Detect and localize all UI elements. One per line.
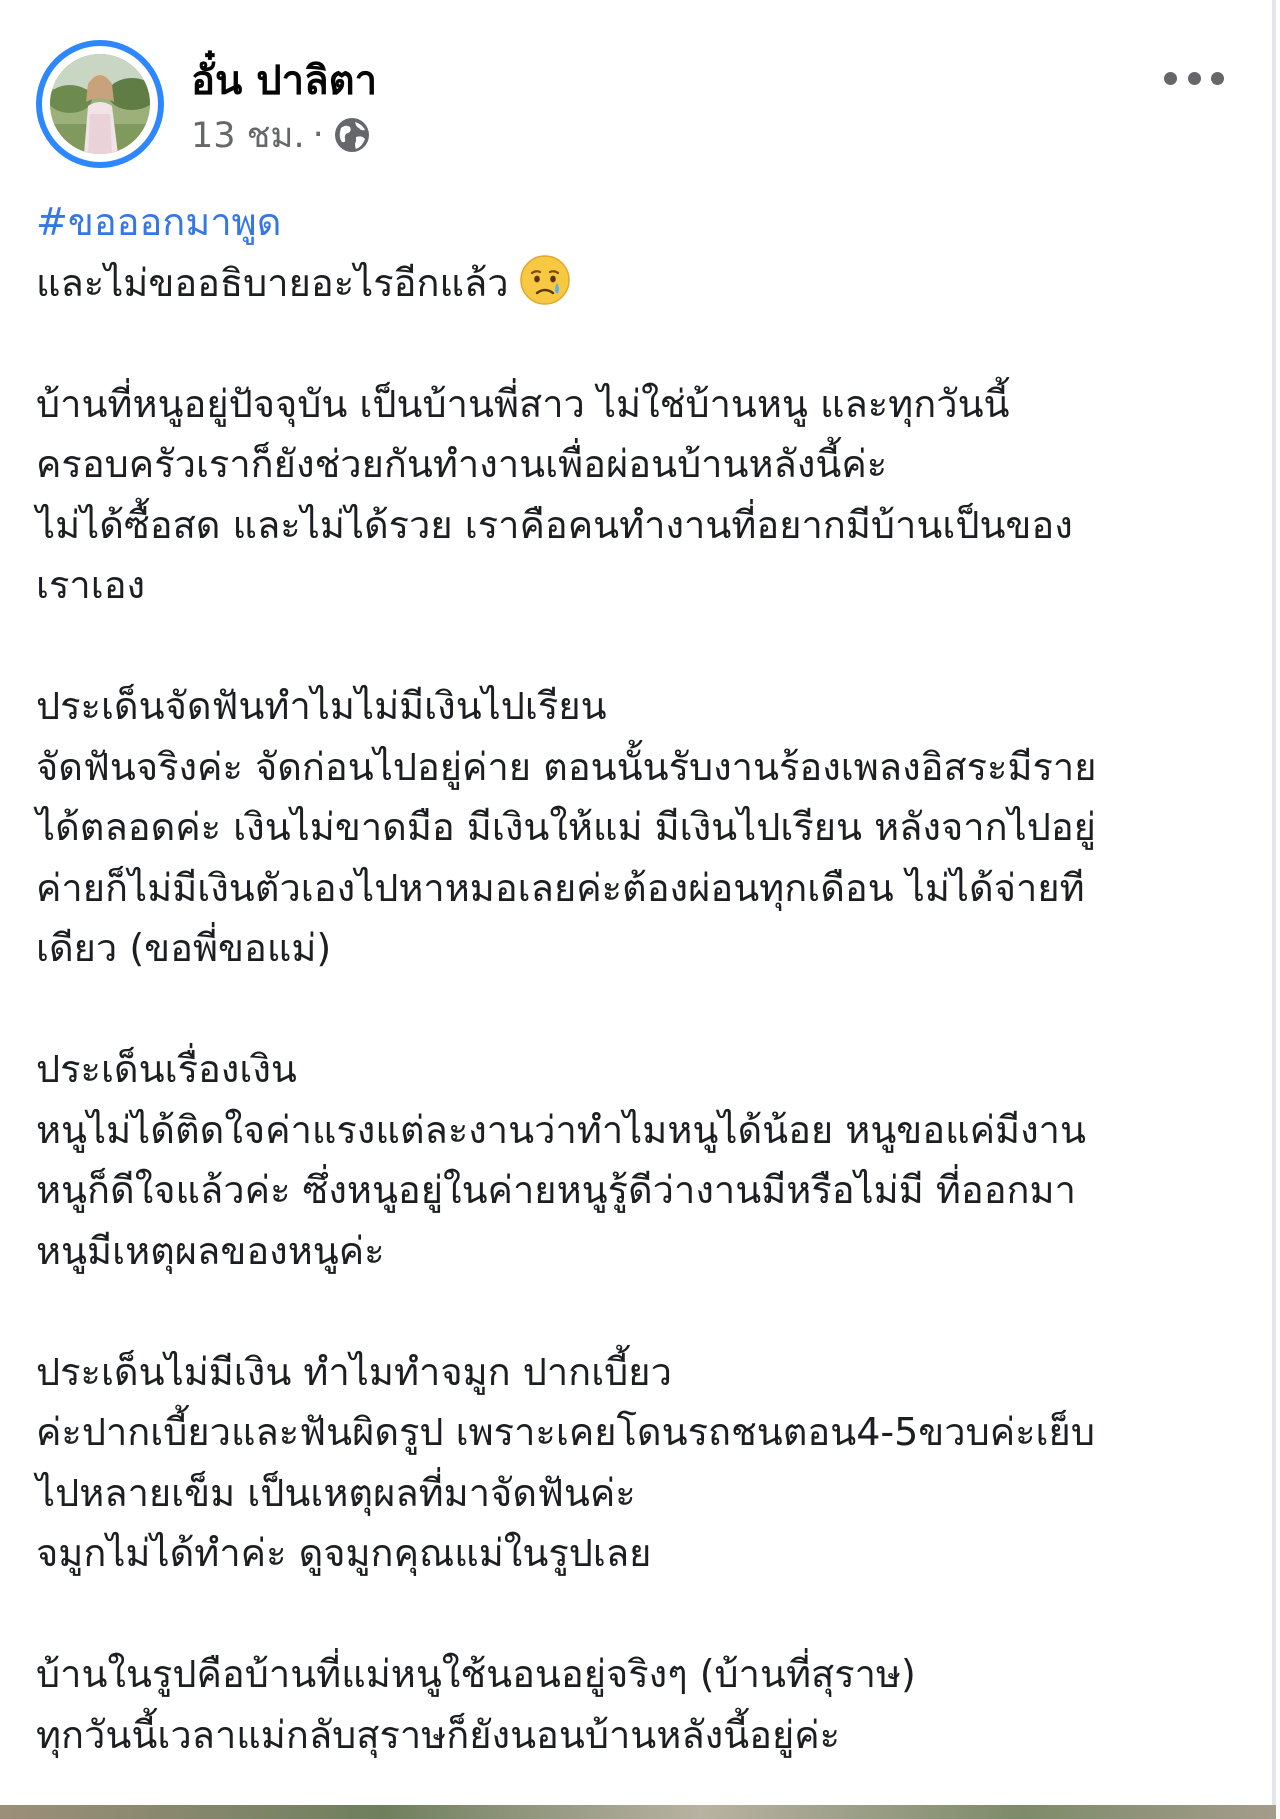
post-line	[36, 616, 1236, 677]
post-line	[36, 253, 1236, 314]
crying-face-icon	[519, 254, 571, 306]
more-options-button[interactable]	[1164, 60, 1224, 96]
post-line: ค่ายก็ไม่มีเงินตัวเองไปหาหมอเลยค่ะต้องผ่อนทุกเดือน ไม่ได้จ่ายที	[36, 865, 1085, 910]
post-line	[36, 1281, 1236, 1342]
more-dot-icon	[1211, 72, 1224, 85]
more-dot-icon	[1188, 72, 1201, 85]
post-line: หนูมีเหตุผลของหนูค่ะ	[36, 1228, 385, 1273]
avatar-image	[50, 54, 150, 154]
post-line: หนูก็ดีใจแล้วค่ะ ซึ่งหนูอยู่ในค่ายหนูรู้ดีว่างานมีหรือไม่มี ที่ออกมา	[36, 1168, 1076, 1212]
post-line: เราเอง	[36, 563, 146, 607]
post-line: ครอบครัวเราก็ยังช่วยกันทำงานเพื่อผ่อนบ้านหลังนี้ค่ะ	[36, 442, 888, 486]
more-dot-icon	[1164, 72, 1177, 85]
post-line: ประเด็นจัดฟันทำไมไม่มีเงินไปเรียน	[36, 684, 607, 728]
post-line: หนูไม่ได้ติดใจค่าแรงแต่ละงานว่าทำไมหนูได้น้อย หนูขอแค่มีงาน	[36, 1107, 1086, 1152]
post-meta	[191, 112, 372, 158]
hashtag-link[interactable]: #ขอออกมาพูด	[36, 200, 282, 244]
avatar-photo	[50, 54, 150, 154]
post-line: บ้านที่หนูอยู่ปัจจุบัน เป็นบ้านพี่สาว ไม่ใช่บ้านหนู และทุกวันนี้	[36, 381, 1010, 426]
post-text: และไม่ขออธิบายอะไรอีกแล้ว	[36, 260, 509, 305]
post-line: ประเด็นไม่มีเงิน ทำไมทำจมูก ปากเบี้ยว	[36, 1349, 672, 1394]
post-image-preview[interactable]	[0, 1805, 1276, 1819]
post-line: ได้ตลอดค่ะ เงินไม่ขาดมือ มีเงินให้แม่ มีเงินไปเรียน หลังจากไปอยู่	[36, 805, 1096, 849]
post-timestamp[interactable]: 13 ชม.	[191, 115, 305, 156]
post-line: ไม่ได้ซื้อสด และไม่ได้รวย เราคือคนทำงานที่อยากมีบ้านเป็นของ	[36, 502, 1073, 547]
post-line	[36, 979, 1236, 1040]
post-line: ไปหลายเข็ม เป็นเหตุผลที่มาจัดฟันค่ะ	[36, 1470, 636, 1515]
post-line: ทุกวันนี้เวลาแม่กลับสุราษก็ยังนอนบ้านหลังนี้อยู่ค่ะ	[36, 1712, 841, 1757]
post-line: ประเด็นเรื่องเงิน	[36, 1047, 297, 1091]
avatar[interactable]	[36, 40, 164, 168]
post-header	[36, 40, 1236, 170]
post-line	[36, 1584, 1236, 1645]
post-body	[36, 192, 1236, 1765]
meta-separator: ·	[312, 115, 324, 155]
post-line: จัดฟันจริงค่ะ จัดก่อนไปอยู่ค่าย ตอนนั้นรับงานร้องเพลงอิสระมีราย	[36, 744, 1097, 789]
post-line	[36, 313, 1236, 374]
author-name[interactable]: อั๋น ปาลิตา	[191, 58, 378, 104]
post-line: จมูกไม่ได้ทำค่ะ ดูจมูกคุณแม่ในรูปเลย	[36, 1531, 652, 1575]
hashtag-line	[36, 192, 1236, 253]
post-line: บ้านในรูปคือบ้านที่แม่หนูใช้นอนอยู่จริงๆ (บ้านที่สุราษ)	[36, 1652, 916, 1696]
post-line: ค่ะปากเบี้ยวและฟันผิดรูป เพราะเคยโดนรถชนตอน4-5ขวบค่ะเย็บ	[36, 1410, 1095, 1454]
globe-icon[interactable]	[332, 115, 372, 155]
post-line: เดียว (ขอพี่ขอแม่)	[36, 926, 332, 970]
